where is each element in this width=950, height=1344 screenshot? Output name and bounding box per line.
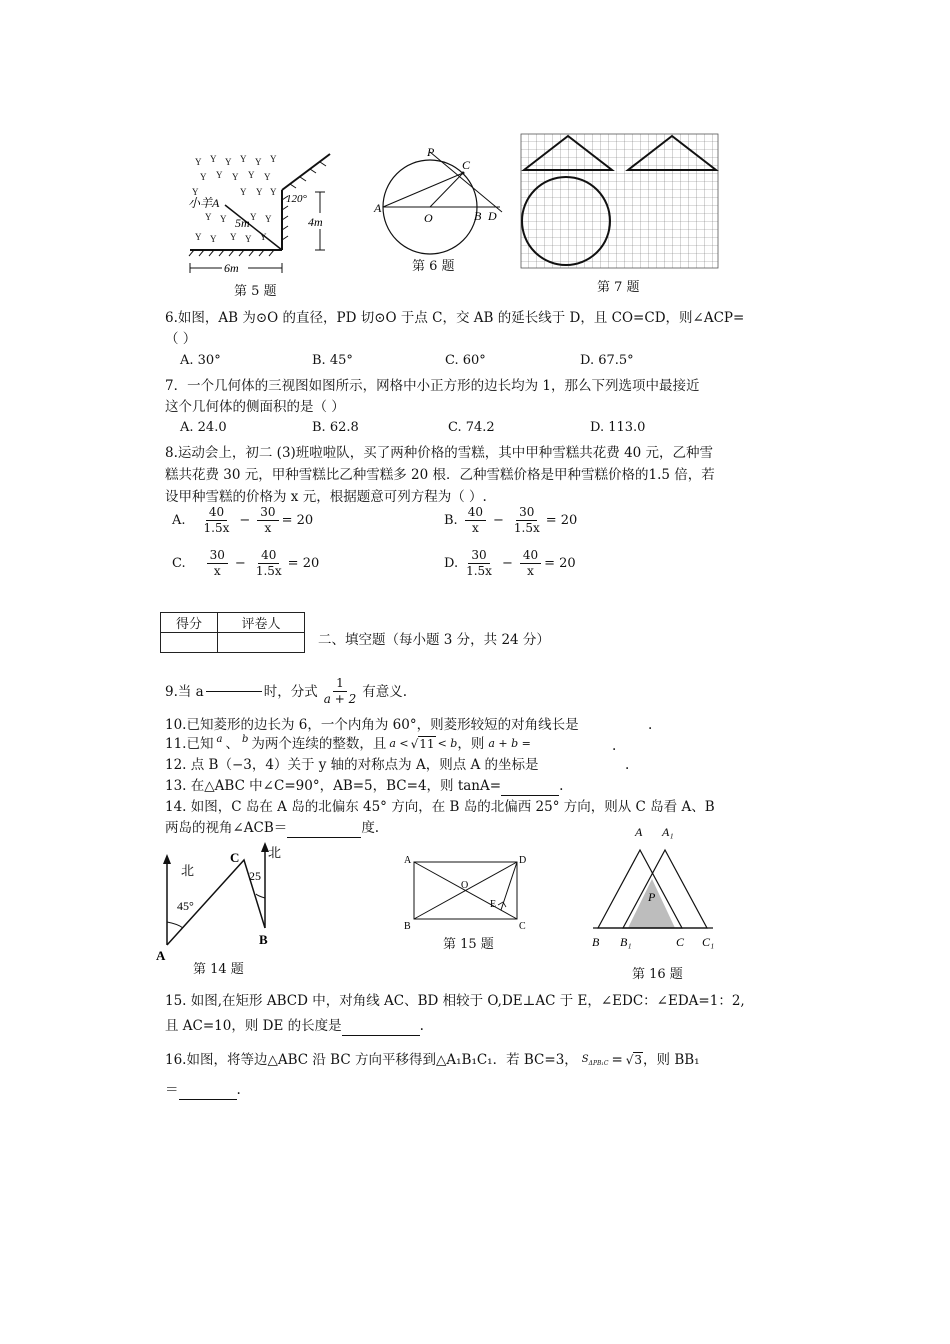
svg-text:Y: Y: [195, 232, 202, 242]
q15-line2-post: .: [419, 1018, 424, 1034]
q11-a: a: [216, 734, 223, 745]
q12-text: 12. 点 B（−3，4）关于 y 轴的对称点为 A，则点 A 的坐标是: [165, 757, 539, 773]
caption-q5: 第 5 题: [234, 284, 277, 299]
q5-label-120: 120°: [286, 193, 307, 205]
score-table: [160, 612, 305, 653]
svg-text:Y: Y: [270, 187, 277, 197]
q11-sum: a + b =: [488, 737, 531, 750]
q14-north1: 北: [181, 863, 195, 878]
q9-mid: 时，分式: [263, 683, 318, 700]
q7-option-c: C. 74.2: [448, 420, 495, 435]
q16-label-a: A: [635, 825, 643, 839]
q15-blank[interactable]: [342, 1019, 420, 1036]
q11-pre: 11.已知: [165, 736, 214, 752]
q11-then: ，则: [457, 736, 485, 752]
q8-d-den2: x: [527, 564, 534, 578]
q8-c-den1: x: [213, 564, 221, 578]
q16-s: S: [581, 1054, 589, 1065]
figure-q5: [180, 150, 340, 275]
q13-text: 13. 在△ABC 中∠C=90°，AB=5，BC=4，则 tanA=: [165, 778, 502, 794]
q6-label-p: P: [427, 145, 435, 159]
q8-line1: 8.运动会上，初二 (3)班啦啦队，买了两种价格的雪糕，其中甲种雪糕共花费 40 元，乙种雪: [165, 445, 714, 461]
q7-line1: 7．一个几何体的三视图如图所示，网格中小正方形的边长均为 1，那么下列选项中最接近: [165, 378, 700, 394]
q9-den: a + 2: [323, 692, 357, 706]
q8-option-c-label: C.: [172, 556, 186, 571]
svg-text:Y: Y: [205, 212, 212, 222]
svg-text:Y: Y: [270, 154, 277, 164]
q14-line2-pre: 两岛的视角∠ACB＝: [165, 820, 288, 836]
q11-sqrt: 11: [419, 737, 435, 751]
caption-q6: 第 6 题: [412, 259, 455, 274]
q15-line1: 15. 如图,在矩形 ABCD 中，对角线 AC、BD 相较于 O,DE⊥AC 于 E，∠EDC：∠EDA=1：2,: [165, 993, 745, 1009]
q9: [165, 676, 407, 707]
q8-line3: 设甲种雪糕的价格为 x 元，根据题意可列方程为（ ）.: [165, 489, 487, 505]
q16-eq: =: [611, 1052, 623, 1068]
svg-text:Y: Y: [248, 170, 255, 180]
section-2-heading: 二、填空题（每小题 3 分，共 24 分）: [318, 632, 550, 648]
q7-option-b: B. 62.8: [312, 420, 359, 435]
q13: [165, 776, 563, 796]
q14-line2-post: 度.: [361, 820, 380, 836]
q16-sub: ΔPB₁C: [588, 1060, 609, 1067]
q15-label-o: O: [461, 880, 469, 891]
figure-q15: [400, 853, 535, 933]
q8-d-num1: 30: [468, 548, 489, 564]
svg-text:Y: Y: [265, 214, 272, 224]
q8-option-d: D. $\frac{30}{1.5x}$ − $\frac{40}{x}$ = 20: [444, 548, 576, 578]
svg-text:Y: Y: [256, 187, 263, 197]
q9-num: 1: [333, 676, 347, 692]
q11-b: b: [241, 734, 249, 745]
grader-cell[interactable]: [218, 633, 305, 653]
q10-end: .: [648, 717, 653, 733]
q5-label-4m: 4m: [308, 215, 323, 229]
q8-c-num2: 40: [258, 548, 279, 564]
svg-text:Y: Y: [220, 214, 227, 224]
svg-text:Y: Y: [195, 157, 202, 167]
q8-a-rhs: = 20: [281, 513, 314, 528]
q15-label-b: B: [404, 921, 411, 932]
svg-text:Y: Y: [245, 234, 252, 244]
q11: 11.已知 a 、 b 为两个连续的整数，且 a < √11 < b ，则 a + b =: [165, 734, 531, 754]
q15-label-d: D: [519, 855, 527, 866]
svg-text:Y: Y: [264, 172, 271, 182]
grader-header: 评卷人: [218, 613, 305, 633]
q13-blank[interactable]: [501, 779, 559, 796]
svg-text:Y: Y: [210, 234, 217, 244]
q8-option-b: B. $\frac{40}{x}$ − $\frac{30}{1.5x}$ = 20: [444, 505, 578, 535]
q6-label-b: B: [474, 209, 482, 223]
q14-blank[interactable]: [287, 821, 361, 838]
q16-label-c1: C₁: [702, 935, 715, 949]
q6-option-d: D. 67.5°: [580, 353, 634, 368]
q14-angle45: 45°: [177, 899, 194, 913]
q8-b-num1: 40: [465, 505, 486, 521]
q16-post: ，则 BB₁: [643, 1052, 700, 1068]
q8-c-rhs: = 20: [287, 556, 320, 571]
q14-line2: [165, 818, 379, 838]
q8-a-den2: x: [264, 521, 272, 535]
q9-pre: 9.当 a: [165, 683, 204, 700]
q16-line2-pre: ＝: [165, 1082, 179, 1098]
q11-ineq-a: a <: [389, 737, 409, 750]
q8-b-den2: 1.5x: [513, 521, 540, 535]
score-cell[interactable]: [161, 633, 218, 653]
score-header: 得分: [161, 613, 218, 633]
q14-label-c: C: [230, 850, 240, 865]
q16-line2-post: .: [236, 1082, 241, 1098]
q14-label-a: A: [156, 948, 166, 963]
q16-blank[interactable]: [179, 1083, 237, 1100]
q11-end: .: [612, 738, 617, 754]
svg-text:Y: Y: [260, 232, 267, 242]
figure-q7: [520, 133, 720, 270]
q15-label-c: C: [519, 921, 526, 932]
svg-text:Y: Y: [216, 170, 223, 180]
figure-q16: [588, 820, 723, 955]
q16-label-b: B: [592, 935, 600, 949]
q6-label-a: A: [374, 201, 382, 215]
q8-a-num1: 40: [206, 505, 227, 521]
q8-option-c: C. $\frac{30}{x}$ − $\frac{40}{1.5x}$ = 20: [172, 548, 320, 578]
q16-label-p: P: [648, 890, 656, 904]
q11-sep: 、: [225, 736, 239, 752]
q5-label-5m: 5m: [235, 216, 250, 230]
q14-north2: 北: [268, 845, 282, 860]
q6-label-o: O: [424, 211, 433, 225]
caption-q14: 第 14 题: [193, 962, 244, 977]
q6-option-b: B. 45°: [312, 353, 353, 368]
q14-angle25: 25: [249, 869, 261, 883]
caption-q15: 第 15 题: [443, 937, 494, 952]
q6-option-c: C. 60°: [445, 353, 486, 368]
svg-text:Y: Y: [192, 187, 199, 197]
q8-a-num2: 30: [257, 505, 278, 521]
q6-paren: （ ）: [165, 331, 197, 347]
figure-q6: [372, 142, 512, 257]
svg-text:Y: Y: [255, 157, 262, 167]
q8-line2: 糕共花费 30 元，甲种雪糕比乙种雪糕多 20 根．乙种雪糕价格是甲种雪糕价格的1.5 倍，若: [165, 467, 715, 483]
q16-label-b1: B₁: [620, 935, 632, 949]
figure-q14: [152, 840, 287, 965]
q12-end: .: [625, 757, 630, 773]
q8-c-num1: 30: [207, 548, 228, 564]
q7-line2: 这个几何体的侧面积的是（ ）: [165, 399, 345, 415]
q8-b-rhs: = 20: [545, 513, 578, 528]
q8-option-a-label: A.: [172, 513, 186, 528]
q14-line1: 14. 如图，C 岛在 A 岛的北偏东 45° 方向，在 B 岛的北偏西 25° 方向，则从 C 岛看 A、B: [165, 799, 715, 815]
q15-label-e: E: [490, 899, 497, 910]
svg-text:Y: Y: [250, 212, 257, 222]
svg-text:Y: Y: [200, 172, 207, 182]
q8-c-den2: 1.5x: [255, 564, 282, 578]
q8-b-num2: 30: [516, 505, 537, 521]
svg-text:Y: Y: [230, 232, 237, 242]
q15-line2: [165, 1016, 424, 1036]
q6-stem: 6.如图，AB 为⊙O 的直径，PD 切⊙O 于点 C，交 AB 的延长线于 D，且 CO=CD，则∠ACP=: [165, 310, 745, 326]
q11-mid: 为两个连续的整数，且: [251, 736, 387, 752]
q15-label-a: A: [404, 855, 412, 866]
q8-option-a: A. $\frac{40}{1.5x}$ − $\frac{30}{x}$ = 20: [172, 505, 314, 535]
q16-pre: 16.如图，将等边△ABC 沿 BC 方向平移得到△A₁B₁C₁．若 BC=3，: [165, 1052, 578, 1068]
caption-q16: 第 16 题: [632, 967, 683, 982]
q6-label-c: C: [462, 158, 471, 172]
q9-post: 有意义.: [362, 683, 408, 700]
q15-line2-pre: 且 AC=10，则 DE 的长度是: [165, 1018, 342, 1034]
q6-option-a: A. 30°: [180, 353, 221, 368]
q8-d-rhs: = 20: [544, 556, 576, 571]
q16-label-a1: A₁: [662, 825, 674, 839]
q16-label-c: C: [676, 935, 685, 949]
q7-option-a: A. 24.0: [180, 420, 227, 435]
q11-ineq-b: < b: [437, 737, 458, 750]
svg-text:Y: Y: [210, 154, 217, 164]
q16-line1: 16.如图，将等边△ABC 沿 BC 方向平移得到△A₁B₁C₁．若 BC=3， S ΔPB₁C = √3 ，则 BB₁: [165, 1050, 700, 1070]
q5-label-6m: 6m: [224, 261, 239, 275]
q13-end: .: [559, 778, 564, 794]
q8-a-den1: 1.5x: [203, 521, 230, 535]
q8-option-d-label: D.: [444, 556, 459, 571]
q9-blank[interactable]: [206, 691, 262, 692]
q8-option-b-label: B.: [444, 513, 458, 528]
q14-label-b: B: [259, 932, 268, 947]
q8-d-den1: 1.5x: [466, 564, 492, 578]
svg-text:Y: Y: [240, 154, 247, 164]
svg-text:Y: Y: [240, 187, 247, 197]
svg-text:Y: Y: [232, 172, 239, 182]
q8-b-den1: x: [471, 521, 479, 535]
caption-q7: 第 7 题: [597, 280, 640, 295]
q10-text: 10.已知菱形的边长为 6，一个内角为 60°，则菱形较短的对角线长是: [165, 717, 579, 733]
svg-text:Y: Y: [225, 157, 232, 167]
q16-sqrt: 3: [634, 1053, 643, 1067]
q7-option-d: D. 113.0: [590, 420, 646, 435]
q8-d-num2: 40: [520, 548, 541, 564]
q5-label-a: 小羊A: [188, 196, 220, 210]
q6-label-d: D: [488, 209, 497, 223]
q16-line2: [165, 1080, 241, 1100]
